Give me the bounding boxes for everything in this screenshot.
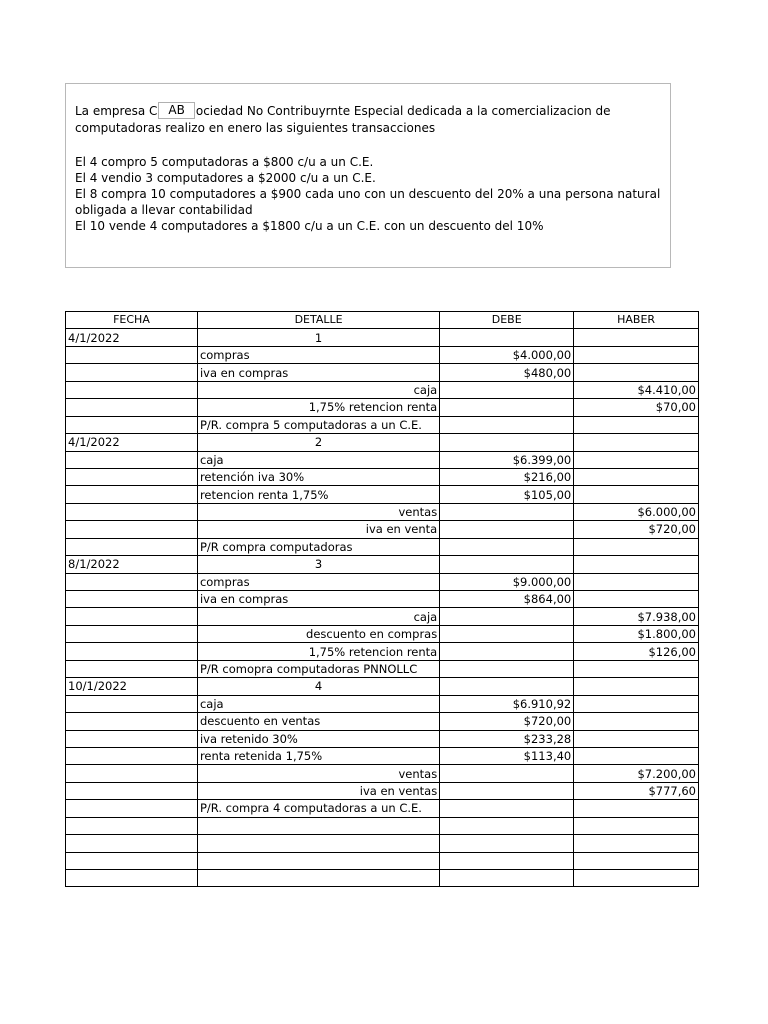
cell-detalle: iva en compras bbox=[197, 364, 439, 381]
cell-debe bbox=[440, 660, 574, 677]
cell-haber bbox=[574, 730, 699, 747]
cell-fecha bbox=[66, 782, 198, 799]
cell-fecha bbox=[66, 346, 198, 363]
table-row bbox=[66, 486, 699, 503]
cell-haber bbox=[574, 573, 699, 590]
table-row bbox=[66, 713, 699, 730]
cell-detalle: P/R. compra 4 computadoras a un C.E. bbox=[197, 800, 439, 817]
cell-debe bbox=[440, 521, 574, 538]
cell-fecha bbox=[66, 381, 198, 398]
cell-detalle: 1,75% retencion renta bbox=[197, 399, 439, 416]
cell-detalle: compras bbox=[197, 573, 439, 590]
cell-debe: $4.000,00 bbox=[440, 346, 574, 363]
table-row bbox=[66, 521, 699, 538]
cell-fecha bbox=[66, 765, 198, 782]
cell-haber: $777,60 bbox=[574, 782, 699, 799]
cell-debe: $113,40 bbox=[440, 747, 574, 764]
cell-debe bbox=[440, 329, 574, 346]
cell-haber bbox=[574, 486, 699, 503]
cell-detalle bbox=[197, 835, 439, 852]
table-row bbox=[66, 730, 699, 747]
problem-line-3: El 4 compro 5 computadoras a $800 c/u a un C.E. bbox=[75, 155, 374, 169]
problem-line-6: obligada a llevar contabilidad bbox=[75, 203, 253, 217]
cell-haber bbox=[574, 346, 699, 363]
cell-detalle: compras bbox=[197, 346, 439, 363]
cell-debe bbox=[440, 782, 574, 799]
cell-fecha bbox=[66, 747, 198, 764]
cell-debe bbox=[440, 835, 574, 852]
cell-detalle: caja bbox=[197, 695, 439, 712]
cell-haber bbox=[574, 660, 699, 677]
cell-haber bbox=[574, 329, 699, 346]
problem-line-2: computadoras realizo en enero las siguientes transacciones bbox=[75, 121, 436, 135]
cell-haber: $70,00 bbox=[574, 399, 699, 416]
table-row bbox=[66, 468, 699, 485]
cell-fecha bbox=[66, 695, 198, 712]
problem-line-4: El 4 vendio 3 computadores a $2000 c/u a un C.E. bbox=[75, 171, 376, 185]
cell-fecha bbox=[66, 625, 198, 642]
cell-fecha bbox=[66, 451, 198, 468]
table-row bbox=[66, 573, 699, 590]
cell-debe bbox=[440, 678, 574, 695]
table-row bbox=[66, 852, 699, 869]
table-row bbox=[66, 678, 699, 695]
cell-haber bbox=[574, 800, 699, 817]
cell-detalle: iva en venta bbox=[197, 521, 439, 538]
cell-fecha bbox=[66, 870, 198, 887]
table-row bbox=[66, 695, 699, 712]
cell-haber: $126,00 bbox=[574, 643, 699, 660]
cell-detalle: descuento en compras bbox=[197, 625, 439, 642]
cell-fecha bbox=[66, 660, 198, 677]
company-name-box: AB bbox=[158, 102, 194, 119]
cell-haber bbox=[574, 451, 699, 468]
cell-haber bbox=[574, 870, 699, 887]
cell-haber bbox=[574, 538, 699, 555]
cell-debe: $864,00 bbox=[440, 591, 574, 608]
cell-fecha bbox=[66, 364, 198, 381]
cell-debe: $233,28 bbox=[440, 730, 574, 747]
cell-detalle: iva en ventas bbox=[197, 782, 439, 799]
cell-debe bbox=[440, 608, 574, 625]
table-row bbox=[66, 329, 699, 346]
cell-debe bbox=[440, 381, 574, 398]
cell-debe bbox=[440, 643, 574, 660]
cell-debe bbox=[440, 538, 574, 555]
cell-detalle: P/R compra computadoras bbox=[197, 538, 439, 555]
table-row bbox=[66, 556, 699, 573]
journal-table bbox=[65, 311, 699, 887]
cell-fecha bbox=[66, 503, 198, 520]
cell-fecha bbox=[66, 416, 198, 433]
table-row bbox=[66, 643, 699, 660]
cell-haber bbox=[574, 416, 699, 433]
cell-detalle: ventas bbox=[197, 765, 439, 782]
cell-fecha bbox=[66, 399, 198, 416]
table-row bbox=[66, 765, 699, 782]
cell-fecha bbox=[66, 835, 198, 852]
cell-haber: $7.938,00 bbox=[574, 608, 699, 625]
cell-debe bbox=[440, 800, 574, 817]
table-row bbox=[66, 870, 699, 887]
cell-debe bbox=[440, 503, 574, 520]
cell-fecha bbox=[66, 538, 198, 555]
table-row bbox=[66, 451, 699, 468]
cell-detalle: renta retenida 1,75% bbox=[197, 747, 439, 764]
problem-line-7: El 10 vende 4 computadores a $1800 c/u a un C.E. con un descuento del 10% bbox=[75, 219, 544, 233]
cell-debe: $216,00 bbox=[440, 468, 574, 485]
table-row bbox=[66, 800, 699, 817]
cell-detalle: caja bbox=[197, 608, 439, 625]
cell-fecha bbox=[66, 643, 198, 660]
table-row bbox=[66, 591, 699, 608]
cell-haber bbox=[574, 852, 699, 869]
cell-debe: $9.000,00 bbox=[440, 573, 574, 590]
cell-detalle: caja bbox=[197, 451, 439, 468]
cell-detalle: iva retenido 30% bbox=[197, 730, 439, 747]
journal-header-row bbox=[66, 312, 699, 329]
header-haber: HABER bbox=[574, 312, 699, 329]
table-row bbox=[66, 608, 699, 625]
table-row bbox=[66, 364, 699, 381]
cell-detalle: descuento en ventas bbox=[197, 713, 439, 730]
table-row bbox=[66, 381, 699, 398]
cell-fecha bbox=[66, 817, 198, 834]
cell-debe bbox=[440, 817, 574, 834]
cell-fecha bbox=[66, 608, 198, 625]
cell-debe bbox=[440, 765, 574, 782]
cell-haber bbox=[574, 556, 699, 573]
cell-haber: $1.800,00 bbox=[574, 625, 699, 642]
table-row bbox=[66, 747, 699, 764]
cell-detalle bbox=[197, 870, 439, 887]
cell-debe: $720,00 bbox=[440, 713, 574, 730]
header-detalle: DETALLE bbox=[197, 312, 439, 329]
table-row bbox=[66, 782, 699, 799]
cell-fecha bbox=[66, 521, 198, 538]
cell-fecha bbox=[66, 800, 198, 817]
header-fecha: FECHA bbox=[66, 312, 198, 329]
table-row bbox=[66, 346, 699, 363]
cell-fecha: 8/1/2022 bbox=[66, 556, 198, 573]
cell-detalle: P/R comopra computadoras PNNOLLC bbox=[197, 660, 439, 677]
table-row bbox=[66, 434, 699, 451]
table-row bbox=[66, 503, 699, 520]
problem-statement-box bbox=[65, 83, 671, 268]
cell-fecha bbox=[66, 486, 198, 503]
cell-fecha bbox=[66, 468, 198, 485]
cell-fecha: 4/1/2022 bbox=[66, 434, 198, 451]
cell-haber bbox=[574, 591, 699, 608]
cell-detalle: retención iva 30% bbox=[197, 468, 439, 485]
cell-detalle: 3 bbox=[197, 556, 439, 573]
cell-haber bbox=[574, 747, 699, 764]
cell-haber bbox=[574, 468, 699, 485]
cell-haber bbox=[574, 678, 699, 695]
cell-debe bbox=[440, 625, 574, 642]
cell-detalle: P/R. compra 5 computadoras a un C.E. bbox=[197, 416, 439, 433]
cell-debe bbox=[440, 399, 574, 416]
problem-line-5: El 8 compra 10 computadores a $900 cada uno con un descuento del 20% a una persona natural bbox=[75, 187, 661, 201]
cell-debe bbox=[440, 852, 574, 869]
table-row bbox=[66, 416, 699, 433]
table-row bbox=[66, 399, 699, 416]
cell-haber: $6.000,00 bbox=[574, 503, 699, 520]
cell-detalle: 1 bbox=[197, 329, 439, 346]
cell-detalle: 4 bbox=[197, 678, 439, 695]
cell-detalle: caja bbox=[197, 381, 439, 398]
cell-haber bbox=[574, 434, 699, 451]
table-row bbox=[66, 538, 699, 555]
cell-detalle: retencion renta 1,75% bbox=[197, 486, 439, 503]
cell-haber bbox=[574, 817, 699, 834]
cell-detalle: 1,75% retencion renta bbox=[197, 643, 439, 660]
cell-detalle bbox=[197, 852, 439, 869]
cell-debe bbox=[440, 556, 574, 573]
cell-haber: $4.410,00 bbox=[574, 381, 699, 398]
cell-detalle: ventas bbox=[197, 503, 439, 520]
cell-haber bbox=[574, 364, 699, 381]
cell-haber: $720,00 bbox=[574, 521, 699, 538]
cell-fecha bbox=[66, 852, 198, 869]
cell-debe: $6.399,00 bbox=[440, 451, 574, 468]
cell-debe bbox=[440, 434, 574, 451]
cell-detalle bbox=[197, 817, 439, 834]
cell-haber bbox=[574, 835, 699, 852]
cell-fecha bbox=[66, 591, 198, 608]
table-row bbox=[66, 660, 699, 677]
table-row bbox=[66, 835, 699, 852]
cell-debe bbox=[440, 416, 574, 433]
cell-fecha: 4/1/2022 bbox=[66, 329, 198, 346]
problem-line-1: La empresa C AB ociedad No Contribuyrnte Especial dedicada a la comercializacion de bbox=[75, 103, 611, 118]
cell-debe: $6.910,92 bbox=[440, 695, 574, 712]
cell-haber bbox=[574, 713, 699, 730]
cell-debe bbox=[440, 870, 574, 887]
table-row bbox=[66, 817, 699, 834]
cell-fecha bbox=[66, 730, 198, 747]
cell-haber: $7.200,00 bbox=[574, 765, 699, 782]
cell-debe: $480,00 bbox=[440, 364, 574, 381]
cell-fecha bbox=[66, 573, 198, 590]
journal-body bbox=[66, 329, 699, 887]
cell-debe: $105,00 bbox=[440, 486, 574, 503]
cell-fecha bbox=[66, 713, 198, 730]
cell-fecha: 10/1/2022 bbox=[66, 678, 198, 695]
header-debe: DEBE bbox=[440, 312, 574, 329]
cell-detalle: 2 bbox=[197, 434, 439, 451]
cell-detalle: iva en compras bbox=[197, 591, 439, 608]
table-row bbox=[66, 625, 699, 642]
cell-haber bbox=[574, 695, 699, 712]
